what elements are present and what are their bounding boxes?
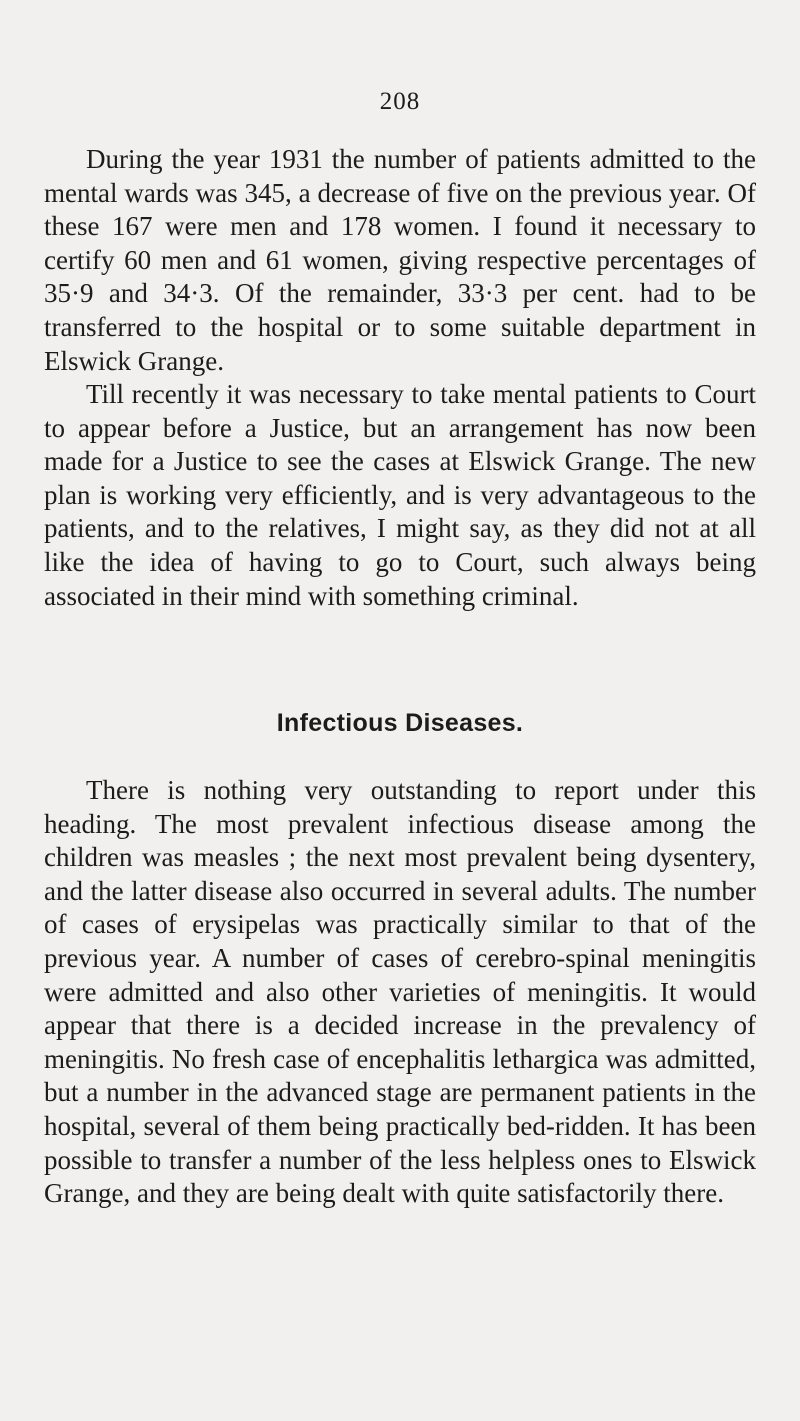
paragraph-mental-wards: During the year 1931 the number of patients admitted to the mental wards was 345, a decrease of five on the previous year. Of these 167 were men and 178 women. I found it necessary to certify 60 men and 61 women, giving respective percentages of 35·9 and 34·3. Of the remainder, 33·3 per cent. had to be transferred to the hospital or to some suitable department in Elswick Grange. [44, 144, 756, 376]
paragraph-infectious-diseases: There is nothing very outstanding to report under this heading. The most prevalent infectious disease among the children was measles ; the next most prevalent being dysentery, and the latter disease also occurred in several adults. The number of cases of erysipelas was practically similar to that of the previous year. A number of cases of cerebro-spinal meningitis were admitted and also other varieties of meningitis. It would appear that there is a decided increase in the prevalency of meningitis. No fresh case of encephalitis lethargica was admitted, but a number in the advanced stage are permanent patients in the hospital, several of them being practically bed-ridden. It has been possible to transfer a number of the less helpless ones to Elswick Grange, and they are being dealt with quite satisfactorily there. [44, 775, 756, 1209]
section-heading: Infectious Diseases. [276, 709, 524, 737]
paragraph-court-arrangement: Till recently it was necessary to take mental patients to Court to appear before a Justice, but an arrangement has now been made for a Justice to see the cases at Elswick Grange. The new plan is working very efficiently, and is very advantageous to the patients, and to the relatives, I might say, as they did not at all like the idea of having to go to Court, such always being associated in their mind with something criminal. [44, 379, 756, 611]
page-number: 208 [379, 88, 421, 115]
